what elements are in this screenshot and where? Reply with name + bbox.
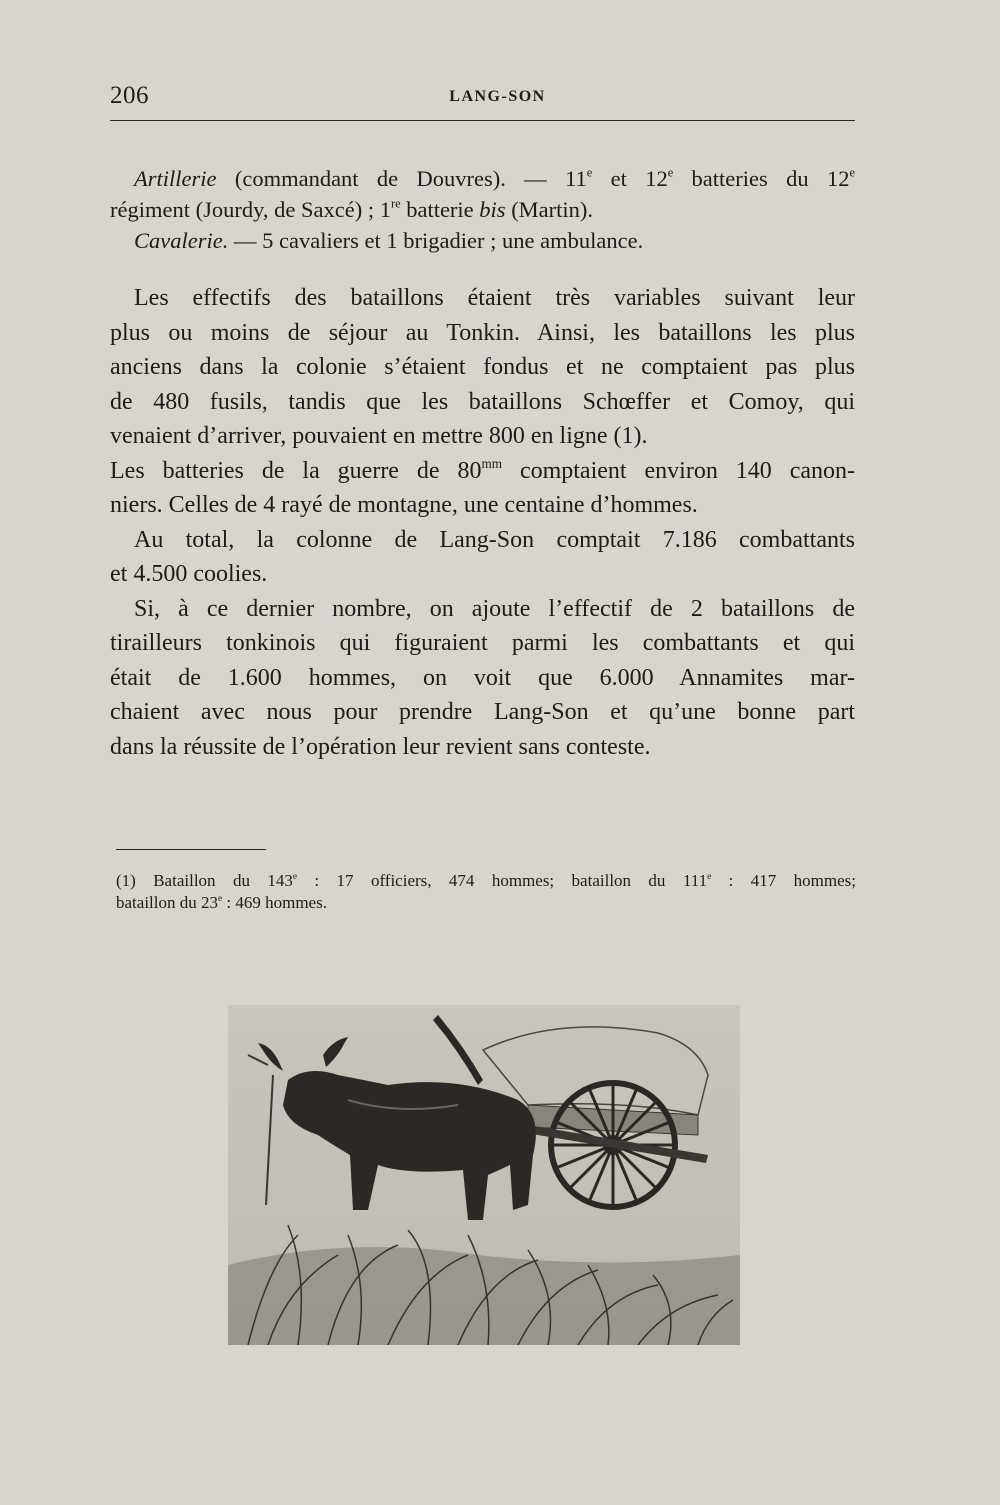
footnote-line: (1) Bataillon du 143e : 17 officiers, 474 hommes; bataillon du 111e : 417 hommes; <box>116 871 856 890</box>
text-line: de 480 fusils, tandis que les bataillons Schœffer et Comoy, qui <box>110 388 855 415</box>
footnote-rule <box>116 849 266 850</box>
text-line: Les batteries de la guerre de $80^{mm}$ comptaient environ 140 canon- <box>110 455 855 484</box>
text-line: Au total, la colonne de Lang-Son comptait 7.186 combattants <box>134 526 855 553</box>
header-rule <box>110 120 855 121</box>
text-line: chaient avec nous pour prendre Lang-Son et qu’une bonne part <box>110 699 855 725</box>
text-line: venaient d’arriver, pouvaient en mettre 800 en ligne (1). <box>110 423 648 449</box>
footnote-line: bataillon du 23e : 469 hommes. <box>116 893 327 912</box>
running-title: LANG-SON <box>449 88 546 105</box>
text-line: anciens dans la colonie s’étaient fondus et ne comptaient pas plus <box>110 354 855 380</box>
text-line: plus ou moins de séjour au Tonkin. Ainsi, les bataillons les plus <box>110 319 855 346</box>
text-line: et 4.500 coolies. <box>110 561 268 587</box>
text-line: était de 1.600 hommes, on voit que 6.000 Annamites mar- <box>110 664 855 691</box>
footnote <box>116 870 856 914</box>
body-text <box>110 163 855 764</box>
text-line: Artillerie (commandant de Douvres). — 11e et 12e batteries du 12e <box>134 165 855 191</box>
italic-label: Cavalerie. <box>134 228 229 253</box>
page-header <box>110 78 855 118</box>
ox-cart-engraving <box>228 1005 740 1345</box>
text-line: tirailleurs tonkinois qui figuraient parmi les combattants et qui <box>110 630 855 656</box>
text-line: régiment (Jourdy, de Saxcé) ; 1re batterie bis (Martin). <box>110 196 594 222</box>
text-line: niers. Celles de 4 rayé de montagne, une centaine d’hommes. <box>110 492 698 518</box>
ox-cart-illustration <box>228 1005 740 1345</box>
text-line: Si, à ce dernier nombre, on ajoute l’effectif de 2 bataillons de <box>134 595 855 622</box>
text-line: Les effectifs des bataillons étaient très variables suivant leur <box>134 285 855 311</box>
text-line: Cavalerie. — 5 cavaliers et 1 brigadier ; une ambulance. <box>134 228 644 253</box>
page-number: 206 <box>110 82 149 109</box>
main-paragraphs <box>110 281 855 764</box>
italic-label: Artillerie <box>134 166 217 191</box>
text-line: dans la réussite de l’opération leur revient sans conteste. <box>110 733 651 760</box>
ground-shadow <box>228 1247 740 1345</box>
